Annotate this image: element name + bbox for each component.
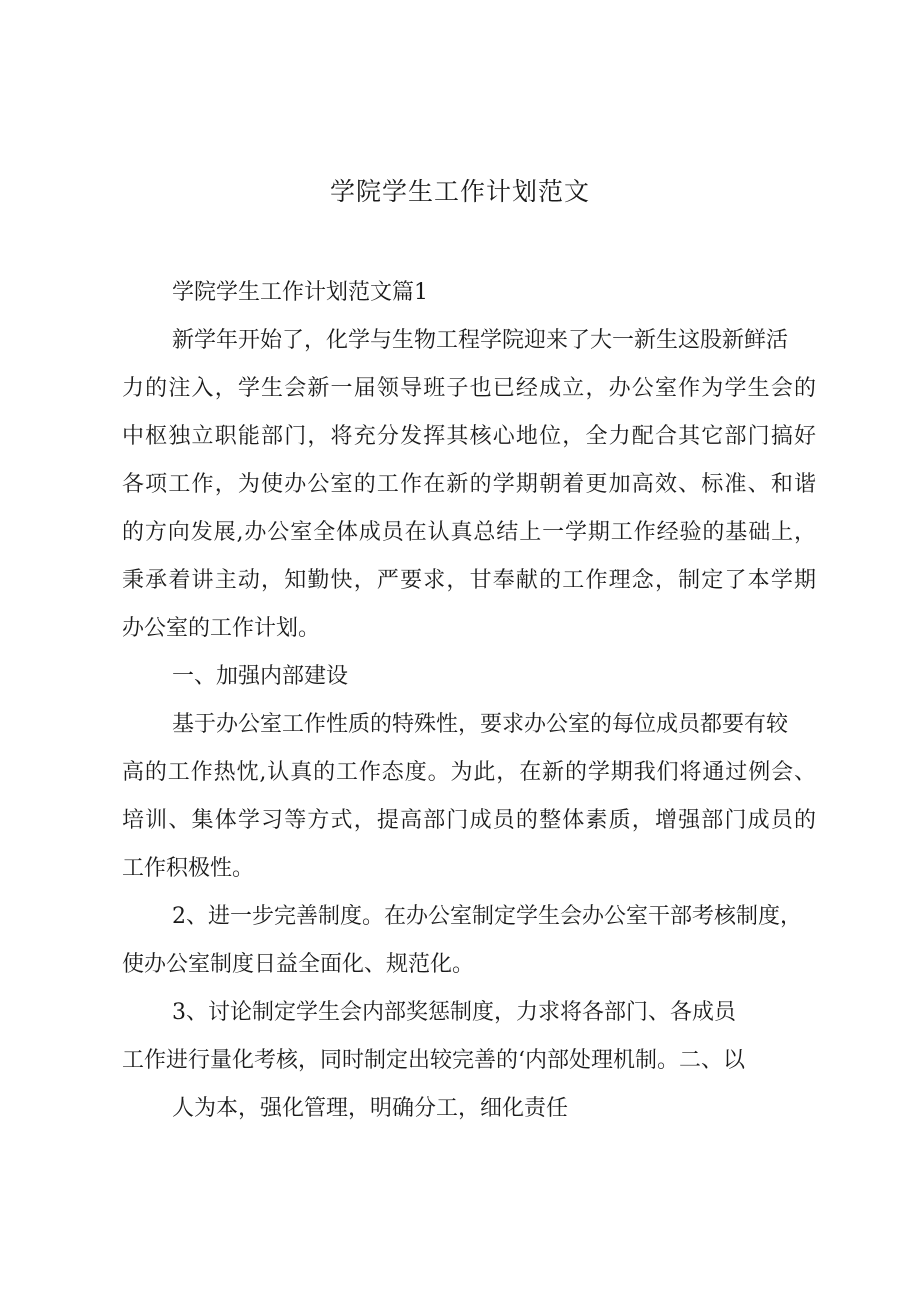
paragraph-line: 工作进行量化考核，同时制定出较完善的‘内部处理机制。二、以 [122,1048,745,1073]
section-heading: 一、加强内部建设 [172,664,349,689]
paragraph-line: 中枢独立职能部门，将充分发挥其核心地位，全力配合其它部门搞好 [122,424,816,449]
paragraph-line: 的方向发展,办公室全体成员在认真总结上一学期工作经验的基础上， [122,520,816,545]
paragraph-line: 培训、集体学习等方式，提高部门成员的整体素质，增强部门成员的 [122,808,816,833]
paragraph-line: 3、讨论制定学生会内部奖惩制度，力求将各部门、各成员 [172,1000,736,1025]
paragraph-line: 秉承着讲主动，知勤快，严要求，甘奉献的工作理念，制定了本学期 [122,568,816,593]
paragraph-line: 基于办公室工作性质的特殊性，要求办公室的每位成员都要有较 [172,712,789,737]
paragraph-line: 人为本，强化管理，明确分工，细化责任 [172,1096,569,1121]
paragraph-line: 各项工作，为使办公室的工作在新的学期朝着更加高效、标准、和谐 [122,472,816,497]
paragraph-line: 使办公室制度日益全面化、规范化。 [122,952,475,977]
paragraph-line: 高的工作热忱,认真的工作态度。为此，在新的学期我们将通过例会、 [122,760,816,785]
paragraph-line: 办公室的工作计划。 [122,616,321,641]
document-title: 学院学生工作计划范文 [329,177,590,206]
paragraph-line: 工作积极性。 [122,856,255,881]
paragraph-line: 2、进一步完善制度。在办公室制定学生会办公室干部考核制度， [172,904,802,929]
section-subtitle: 学院学生工作计划范文篇1 [172,280,428,305]
paragraph-line: 新学年开始了，化学与生物工程学院迎来了大一新生这股新鲜活 [172,328,789,353]
paragraph-line: 力的注入，学生会新一届领导班子也已经成立，办公室作为学生会的 [122,376,816,401]
